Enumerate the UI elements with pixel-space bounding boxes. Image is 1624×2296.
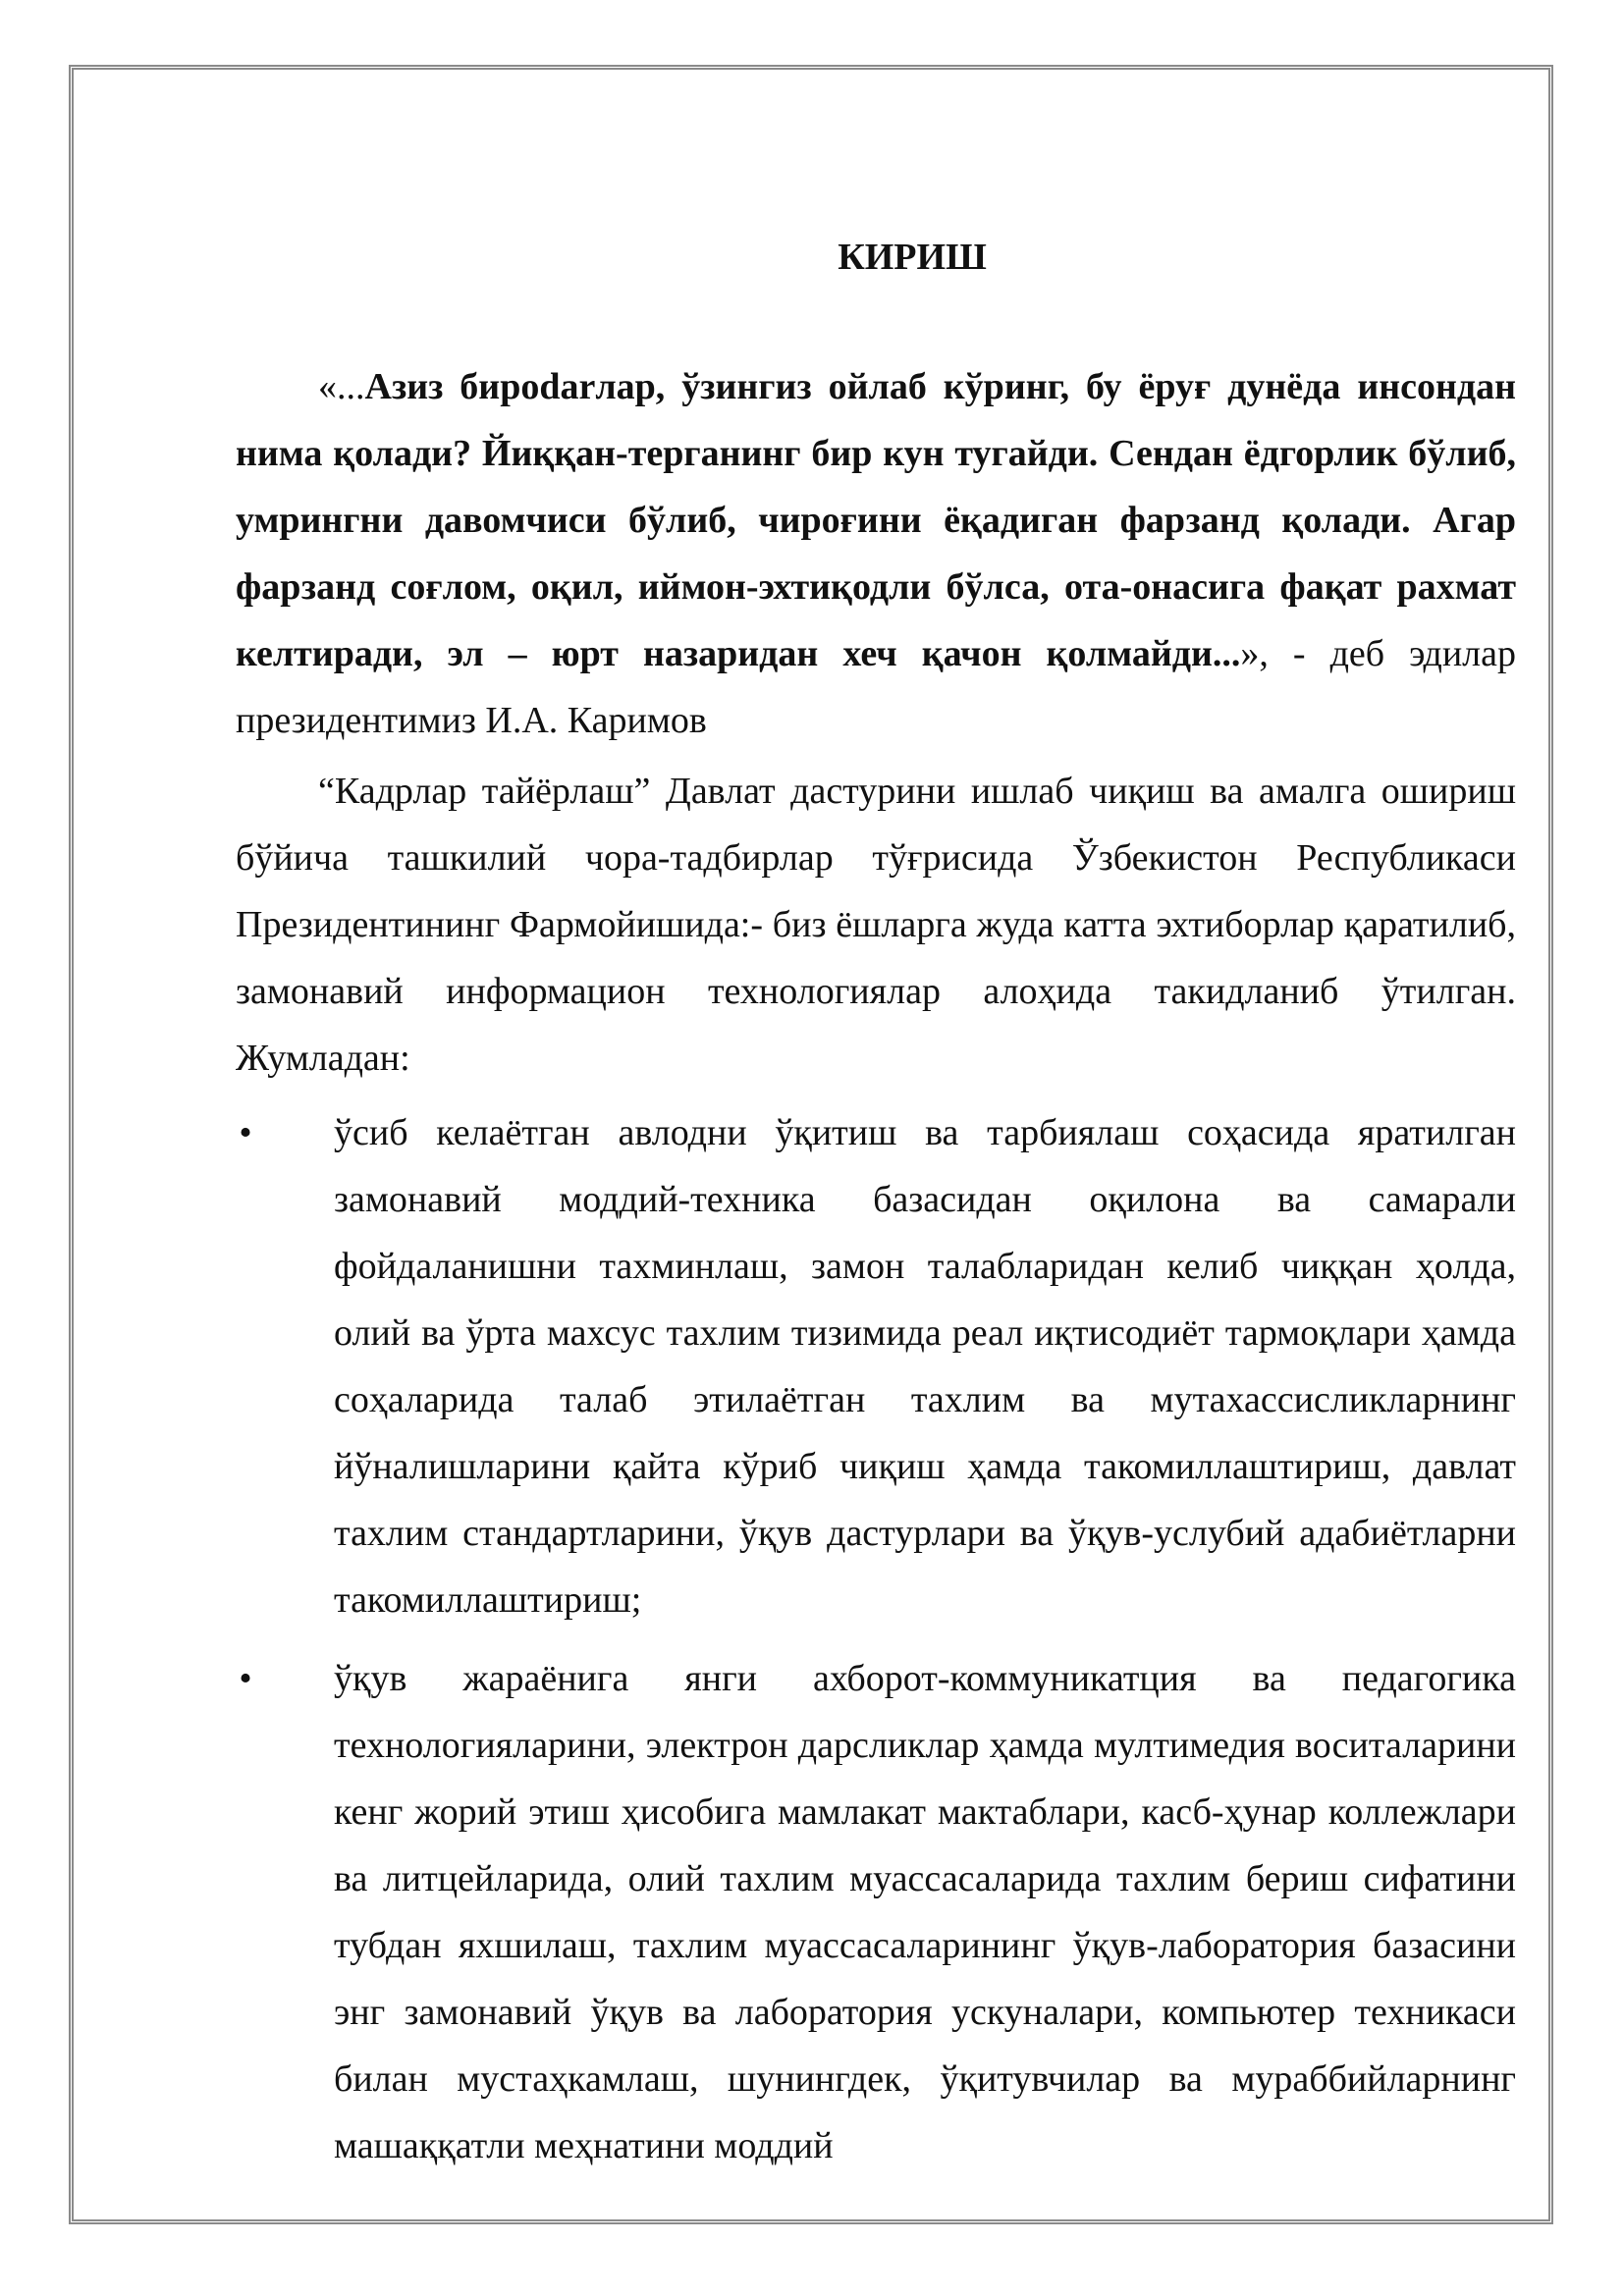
- bullet-icon: •: [239, 1658, 252, 1699]
- quote-paragraph: [236, 353, 1516, 754]
- quote-attribution: », - деб эдилар президентимиз И.А. Каримов: [236, 633, 1516, 741]
- list-item-text: ўсиб келаётган авлодни ўқитиш ва тарбиялаш соҳасида яратилган замонавий моддий-техника базасидан оқилона ва самарали фойдаланишни тахминлаш, замон талабларидан келиб чиққан ҳолда, олий ва ўрта махсус тахлим тизимида реал иқтисодиёт тармоқлари ҳамда соҳаларида талаб этилаётган тахлим ва мутахассисликларнинг йўналишларини қайта кўриб чиқиш ҳамда такомиллаштириш, давлат тахлим стандартларини, ўқув дастурлари ва ўқув-услубий адабиётларни такомиллаштириш;: [334, 1112, 1516, 1621]
- intro-paragraph: “Кадрлар тайёрлаш” Давлат дастурини ишлаб чиқиш ва амалга ошириш бўйича ташкилий чора-тадбирлар тўғрисида Ўзбекистон Республикаси Президентининг Фармойишида:- биз ёшларга жуда катта эхтиборлар қаратилиб, замонавий информацион технологиялар алоҳида такидланиб ўтилган. Жумладан:: [236, 771, 1516, 1079]
- bullet-list: [236, 1099, 1516, 2179]
- list-item: [236, 1099, 1516, 1633]
- quote-text: Азиз бироdarлар, ўзингиз ойлаб кўринг, бу ёруғ дунёда инсондан нима қолади? Йиққан-терганинг бир кун тугайди. Сендан ёдгорлик бўлиб, умрингни давомчиси бўлиб, чироғини ёқадиган фарзанд қолади. Агар фарзанд соғлом, оқил, иймон-эхтиқодли бўлса, ота-онасига фақат рахмат келтиради, эл – юрт назаридан хеч қачон қолмайди...: [236, 366, 1516, 674]
- page-title: КИРИШ: [838, 237, 987, 278]
- bullet-icon: •: [239, 1112, 252, 1153]
- list-item-text: ўқув жараёнига янги ахборот-коммуникатция ва педагогика технологияларини, электрон дарсликлар ҳамда мултимедия воситаларини кенг жорий этиш ҳисобига мамлакат мактаблари, касб-ҳунар коллежлари ва литцейларида, олий тахлим муассасаларида тахлим бериш сифатини тубдан яхшилаш, тахлим муассасаларининг ўқув-лаборатория базасини энг замонавий ўқув ва лаборатория ускуналари, компьютер техникаси билан мустаҳкамлаш, шунингдек, ўқитувчилар ва мураббийларнинг машаққатли меҳнатини моддий: [334, 1658, 1516, 2166]
- document-body: [236, 224, 1516, 2191]
- list-item: [236, 1645, 1516, 2179]
- quote-open: «...: [318, 366, 365, 407]
